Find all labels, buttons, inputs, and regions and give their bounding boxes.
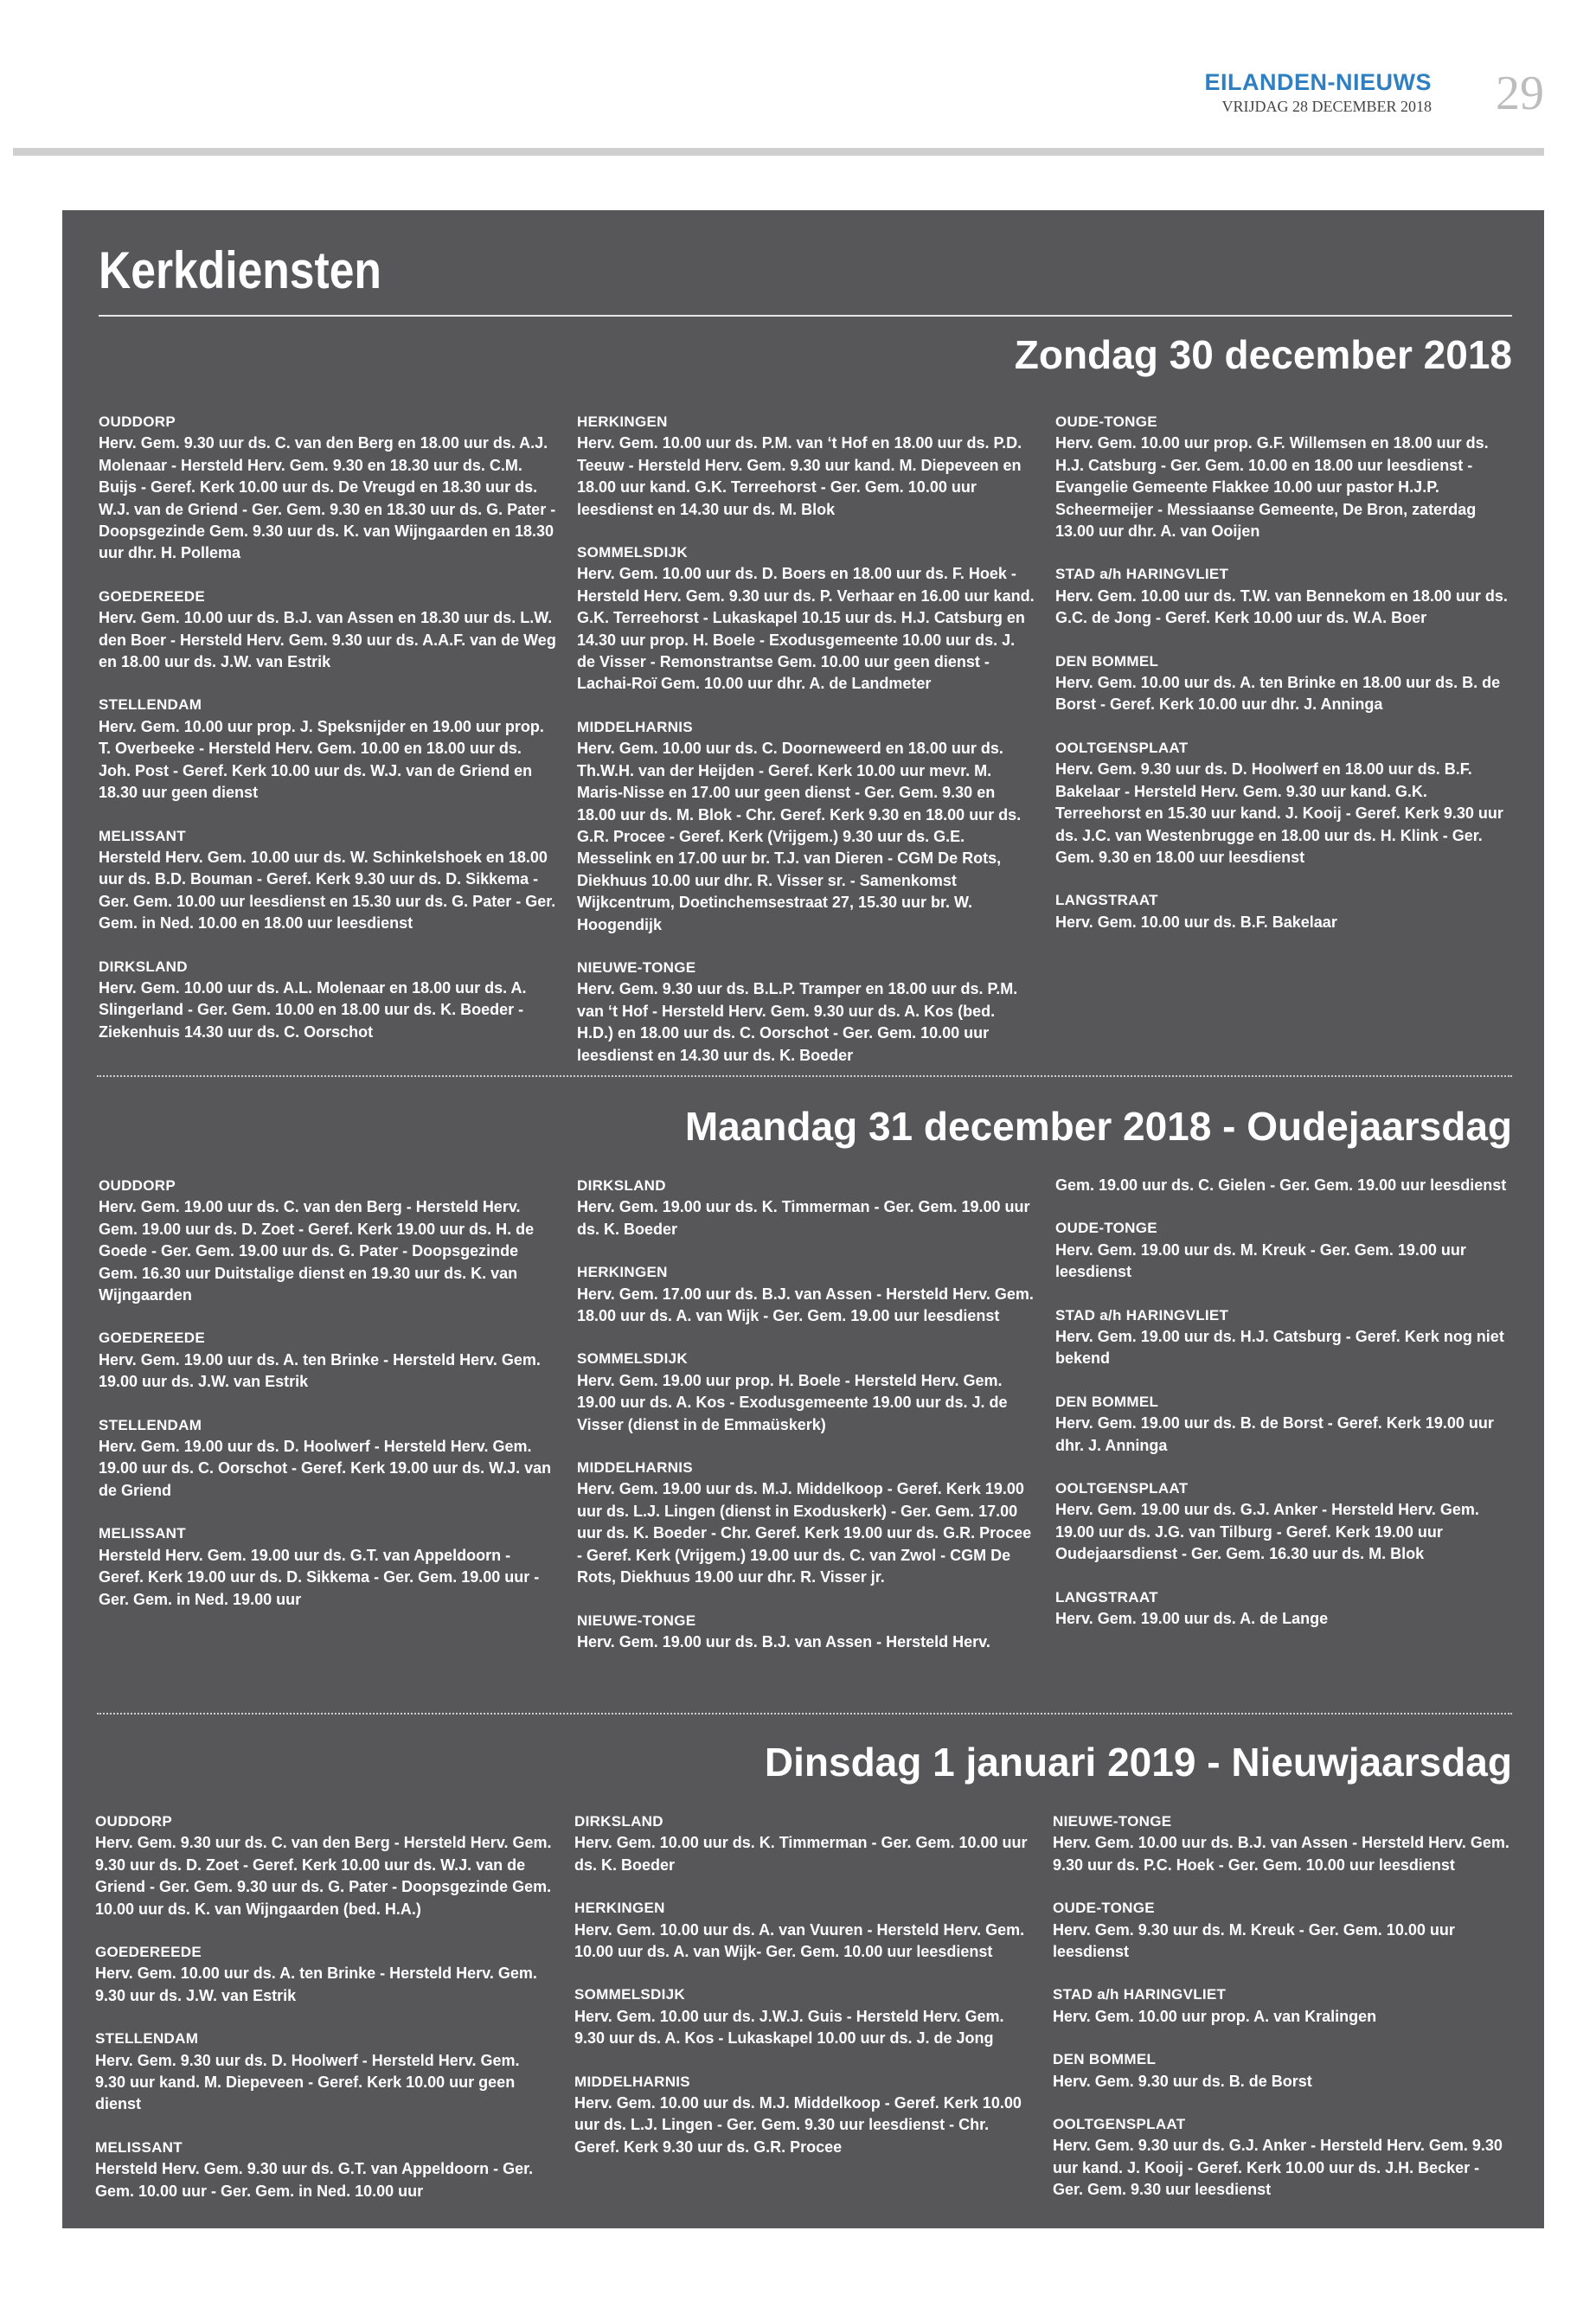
service-listing — [99, 956, 557, 1044]
town-name: GOEDEREEDE — [99, 1330, 205, 1347]
service-listing — [577, 1175, 1035, 1240]
service-details: Herv. Gem. 19.00 uur ds. D. Hoolwerf - Hersteld Herv. Gem. 19.00 uur ds. C. Oorschot - Geref. Kerk 19.00 uur ds. W.J. van de Griend — [99, 1438, 552, 1499]
service-details: Herv. Gem. 19.00 uur ds. K. Timmerman - Ger. Gem. 19.00 uur ds. K. Boeder — [577, 1198, 1030, 1238]
service-listing — [95, 1811, 554, 1920]
service-listing — [1055, 1217, 1514, 1283]
town-name: DEN BOMMEL — [1055, 1393, 1159, 1410]
service-details: Herv. Gem. 10.00 uur ds. A. ten Brinke - Hersteld Herv. Gem. 9.30 uur ds. J.W. van Estrik — [95, 1965, 537, 2004]
town-name: OUDE-TONGE — [1055, 413, 1157, 430]
town-name: LANGSTRAAT — [1055, 1588, 1158, 1606]
town-name: STAD a/h HARINGVLIET — [1053, 1986, 1227, 2003]
service-listing — [577, 1610, 1035, 1654]
day-1-column-3 — [1055, 411, 1514, 954]
service-details: Herv. Gem. 19.00 uur ds. M.J. Middelkoop - Geref. Kerk 19.00 uur ds. L.J. Lingen (dienst in Exoduskerk) - Ger. Gem. 17.00 uur ds. K. Boeder - Chr. Geref. Kerk 19.00 uur ds. G.R. Procee - Geref. Kerk (Vrijgem.) 19.00 uur ds. C. van Zwol - CGM De Rots, Diekhuus 19.00 uur dhr. R. Visser jr. — [577, 1480, 1032, 1586]
town-name: NIEUWE-TONGE — [577, 1612, 696, 1629]
town-name: MELISSANT — [95, 2138, 183, 2156]
day-3-column-1 — [95, 1811, 554, 2223]
town-name: DEN BOMMEL — [1055, 652, 1159, 670]
town-name: NIEUWE-TONGE — [1053, 1813, 1172, 1830]
service-details: Hersteld Herv. Gem. 19.00 uur ds. G.T. van Appeldoorn - Geref. Kerk 19.00 uur ds. D. Sikkema - Ger. Gem. 19.00 uur - Ger. Gem. in Ned. 19.00 uur — [99, 1546, 540, 1608]
service-details: Herv. Gem. 19.00 uur ds. C. van den Berg - Hersteld Herv. Gem. 19.00 uur ds. D. Zoet - Geref. Kerk 19.00 uur ds. H. de Goede - Ger. Gem. 19.00 uur ds. G. Pater - Doopsgezinde Gem. 16.30 uur Duitstalige dienst en 19.30 uur ds. K. van Wijngaarden — [99, 1198, 535, 1304]
service-listing — [1055, 411, 1514, 542]
service-listing — [574, 1811, 1033, 1876]
page-number: 29 — [1496, 67, 1544, 120]
service-details: Herv. Gem. 10.00 uur ds. A. ten Brinke en 18.00 uur ds. B. de Borst - Geref. Kerk 10.00 uur dhr. J. Anninga — [1055, 674, 1501, 714]
service-listing — [577, 411, 1035, 521]
day-3-column-2 — [574, 1811, 1033, 2179]
service-details: Herv. Gem. 10.00 uur ds. M.J. Middelkoop - Geref. Kerk 10.00 uur ds. L.J. Lingen - Ger. Gem. 9.30 uur leesdienst - Chr. Geref. Kerk 9.30 uur ds. G.R. Procee — [574, 2094, 1022, 2156]
town-name: STAD a/h HARINGVLIET — [1055, 1306, 1229, 1324]
service-listing — [1055, 1391, 1514, 1457]
service-listing — [99, 694, 557, 804]
service-details: Gem. 19.00 uur ds. C. Gielen - Ger. Gem. 19.00 uur leesdienst — [1055, 1176, 1507, 1194]
service-listing — [95, 2137, 554, 2202]
service-details: Herv. Gem. 9.30 uur ds. B. de Borst — [1053, 2072, 1312, 2090]
service-details: Herv. Gem. 19.00 uur ds. A. ten Brinke - Hersteld Herv. Gem. 19.00 uur ds. J.W. van Estrik — [99, 1350, 541, 1391]
town-name: OUDDORP — [99, 1177, 176, 1194]
service-listing — [99, 1522, 557, 1611]
section-divider — [97, 1713, 1512, 1715]
service-listing — [99, 1175, 557, 1306]
day-3-column-3 — [1053, 1811, 1511, 2222]
service-listing — [577, 1348, 1035, 1436]
service-details: Herv. Gem. 9.30 uur ds. D. Hoolwerf en 18.00 uur ds. B.F. Bakelaar - Hersteld Herv. Gem. 9.30 uur kand. G.K. Terreehorst en 15.30 uur kand. J. Kooij - Geref. Kerk 9.30 uur ds. J.C. van Westenbrugge en 18.00 uur ds. H. Klink - Ger. Gem. 9.30 en 18.00 uur leesdienst — [1055, 760, 1503, 866]
town-name: OUDDORP — [99, 413, 176, 430]
day-heading: Dinsdag 1 januari 2019 - Nieuwjaarsdag — [764, 1740, 1512, 1785]
service-details: Herv. Gem. 9.30 uur ds. G.J. Anker - Hersteld Herv. Gem. 9.30 uur kand. J. Kooij - Geref. Kerk 10.00 uur ds. J.H. Becker - Ger. Gem. 9.30 uur leesdienst — [1053, 2137, 1503, 2199]
service-listing — [574, 2071, 1033, 2159]
issue-date: VRIJDAG 28 DECEMBER 2018 — [1221, 98, 1432, 115]
day-1-column-2 — [577, 411, 1035, 1087]
service-details: Herv. Gem. 19.00 uur ds. B.J. van Assen - Hersteld Herv. — [577, 1632, 990, 1650]
town-name: OOLTGENSPLAAT — [1055, 739, 1189, 756]
town-name: SOMMELSDIJK — [577, 1350, 688, 1368]
service-listing — [1053, 1897, 1511, 1963]
masthead — [0, 69, 1596, 147]
service-details: Herv. Gem. 10.00 uur ds. B.F. Bakelaar — [1055, 913, 1337, 931]
town-name: MELISSANT — [99, 1525, 186, 1542]
service-listing — [99, 1327, 557, 1393]
service-listing — [99, 411, 557, 565]
service-listing — [99, 1414, 557, 1503]
town-name: MIDDELHARNIS — [574, 2073, 690, 2090]
service-listing — [577, 957, 1035, 1067]
service-details: Herv. Gem. 10.00 uur ds. K. Timmerman - Ger. Gem. 10.00 uur ds. K. Boeder — [574, 1834, 1028, 1874]
service-listing — [1055, 1175, 1514, 1196]
town-name: GOEDEREEDE — [99, 587, 205, 605]
service-details: Hersteld Herv. Gem. 9.30 uur ds. G.T. van Appeldoorn - Ger. Gem. 10.00 uur - Ger. Gem. in Ned. 10.00 uur — [95, 2160, 534, 2200]
town-name: DEN BOMMEL — [1053, 2051, 1157, 2068]
service-details: Herv. Gem. 10.00 uur ds. C. Doorneweerd en 18.00 uur ds. Th.W.H. van der Heijden - Geref. Kerk 10.00 uur mevr. M. Maris-Nisse en 17.00 uur geen dienst - Ger. Gem. 9.30 en 18.00 uur ds. M. Blok - Chr. Geref. Kerk 9.30 en 18.00 uur ds. G.R. Procee - Geref. Kerk (Vrijgem.) 9.30 uur ds. G.E. Messelink en 17.00 uur br. T.J. van Dieren - CGM De Rots, Diekhuus 10.00 uur dhr. R. Visser sr. - Samenkomst Wijkcentrum, Doetinchemsestraat 27, 15.30 uur br. W. Hoogendijk — [577, 740, 1022, 933]
section-divider — [97, 1075, 1512, 1077]
service-listing — [1055, 651, 1514, 716]
service-listing — [1055, 563, 1514, 629]
service-details: Herv. Gem. 10.00 uur ds. A. van Vuuren - Hersteld Herv. Gem. 10.00 uur ds. A. van Wijk- Ger. Gem. 10.00 uur leesdienst — [574, 1920, 1025, 1961]
town-name: MELISSANT — [99, 827, 186, 844]
service-details: Herv. Gem. 10.00 uur prop. A. van Kralingen — [1053, 2007, 1377, 2025]
service-details: Herv. Gem. 19.00 uur ds. B. de Borst - Geref. Kerk 19.00 uur dhr. J. Anninga — [1055, 1414, 1494, 1454]
service-details: Herv. Gem. 19.00 uur ds. M. Kreuk - Ger. Gem. 19.00 uur leesdienst — [1055, 1240, 1466, 1281]
service-listing — [95, 1941, 554, 2007]
service-listing — [577, 542, 1035, 695]
town-name: NIEUWE-TONGE — [577, 958, 696, 976]
service-details: Herv. Gem. 10.00 uur ds. D. Boers en 18.00 uur ds. F. Hoek - Hersteld Herv. Gem. 9.30 uur ds. P. Verhaar en 16.00 uur kand. G.K. Terreehorst - Lukaskapel 10.15 uur ds. H.J. Catsburg en 14.30 uur prop. H. Boele - Exodusgemeente 10.00 uur ds. J. de Visser - Remonstrantse Gem. 10.00 uur geen dienst - Lachai-Roï Gem. 10.00 uur dhr. A. de Landmeter — [577, 565, 1035, 693]
service-listing — [1053, 1984, 1511, 2028]
service-details: Herv. Gem. 9.30 uur ds. C. van den Berg en 18.00 uur ds. A.J. Molenaar - Hersteld Herv. Gem. 9.30 en 18.30 uur ds. C.M. Buijs - Geref. Kerk 10.00 uur ds. De Vreugd en 18.30 uur ds. W.J. van de Griend - Ger. Gem. 9.30 en 18.30 uur ds. G. Pater - Doopsgezinde Gem. 9.30 uur ds. K. van Wijngaarden en 18.30 uur dhr. H. Pollema — [99, 434, 556, 562]
town-name: SOMMELSDIJK — [574, 1986, 685, 2003]
service-details: Herv. Gem. 10.00 uur prop. J. Speksnijder en 19.00 uur prop. T. Overbeeke - Hersteld Herv. Gem. 10.00 en 18.00 uur ds. Joh. Post - Geref. Kerk 10.00 uur ds. W.J. van de Griend en 18.30 uur geen dienst — [99, 717, 544, 802]
service-listing — [1055, 1304, 1514, 1370]
day-heading: Zondag 30 december 2018 — [1014, 332, 1512, 377]
town-name: OUDE-TONGE — [1053, 1900, 1155, 1917]
service-details: Herv. Gem. 19.00 uur ds. A. de Lange — [1055, 1610, 1329, 1628]
newspaper-brand: EILANDEN-NIEUWS — [1204, 69, 1432, 95]
title-rule — [99, 315, 1512, 317]
service-listing — [1055, 1477, 1514, 1566]
section-title: Kerkdiensten — [99, 241, 381, 299]
town-name: STAD a/h HARINGVLIET — [1055, 566, 1229, 583]
town-name: OUDE-TONGE — [1055, 1220, 1157, 1237]
service-listing — [95, 2028, 554, 2116]
service-listing — [99, 825, 557, 935]
town-name: OOLTGENSPLAAT — [1055, 1480, 1189, 1497]
town-name: STELLENDAM — [99, 696, 202, 714]
service-listing — [1053, 1811, 1511, 1876]
service-listing — [1055, 737, 1514, 868]
town-name: LANGSTRAAT — [1055, 892, 1158, 909]
header-divider — [13, 148, 1544, 156]
service-listing — [577, 1261, 1035, 1327]
town-name: GOEDEREEDE — [95, 1944, 202, 1961]
service-details: Herv. Gem. 9.30 uur ds. B.L.P. Tramper en 18.00 uur ds. P.M. van ‘t Hof - Hersteld Herv. Gem. 9.30 uur ds. A. Kos (bed. H.D.) en 18.00 uur ds. C. Oorschot - Ger. Gem. 10.00 uur leesdienst en 14.30 uur ds. K. Boeder — [577, 980, 1018, 1064]
town-name: MIDDELHARNIS — [577, 718, 693, 735]
day-2-column-3 — [1055, 1175, 1514, 1651]
service-details: Herv. Gem. 10.00 uur ds. P.M. van ‘t Hof en 18.00 uur ds. P.D. Teeuw - Hersteld Herv. Gem. 9.30 uur kand. M. Diepeveen en 18.00 uur kand. G.K. Terreehorst - Ger. Gem. 10.00 uur leesdienst en 14.30 uur ds. M. Blok — [577, 434, 1022, 518]
service-details: Herv. Gem. 19.00 uur prop. H. Boele - Hersteld Herv. Gem. 19.00 uur ds. A. Kos - Exodusgemeente 19.00 uur ds. J. de Visser (dienst in de Emmaüskerk) — [577, 1371, 1008, 1433]
service-details: Herv. Gem. 10.00 uur ds. B.J. van Assen - Hersteld Herv. Gem. 9.30 uur ds. P.C. Hoek - Ger. Gem. 10.00 uur leesdienst — [1053, 1834, 1509, 1874]
town-name: OOLTGENSPLAAT — [1053, 2116, 1186, 2133]
service-listing — [99, 586, 557, 674]
service-details: Herv. Gem. 10.00 uur ds. T.W. van Bennekom en 18.00 uur ds. G.C. de Jong - Geref. Kerk 10.00 uur ds. W.A. Boer — [1055, 586, 1508, 627]
town-name: STELLENDAM — [99, 1416, 202, 1433]
day-heading: Maandag 31 december 2018 - Oudejaarsdag — [684, 1104, 1512, 1149]
service-listing — [1055, 889, 1514, 933]
service-details: Herv. Gem. 19.00 uur ds. H.J. Catsburg - Geref. Kerk nog niet bekend — [1055, 1328, 1504, 1368]
service-listing — [1055, 1586, 1514, 1631]
service-listing — [1053, 2113, 1511, 2202]
day-2-column-1 — [99, 1175, 557, 1631]
service-details: Herv. Gem. 9.30 uur ds. C. van den Berg - Hersteld Herv. Gem. 9.30 uur ds. D. Zoet - Geref. Kerk 10.00 uur ds. W.J. van de Griend - Ger. Gem. 9.30 uur ds. G. Pater - Doopsgezinde Gem. 10.00 uur ds. K. van Wijngaarden (bed. H.A.) — [95, 1834, 552, 1918]
town-name: MIDDELHARNIS — [577, 1459, 693, 1477]
service-details: Herv. Gem. 19.00 uur ds. G.J. Anker - Hersteld Herv. Gem. 19.00 uur ds. J.G. van Tilburg - Geref. Kerk 19.00 uur Oudejaarsdienst - Ger. Gem. 16.30 uur ds. M. Blok — [1055, 1501, 1479, 1563]
day-1-column-1 — [99, 411, 557, 1064]
church-services-panel — [62, 210, 1544, 2228]
service-listing — [577, 1457, 1035, 1588]
service-details: Herv. Gem. 9.30 uur ds. M. Kreuk - Ger. Gem. 10.00 uur leesdienst — [1053, 1920, 1455, 1961]
service-details: Herv. Gem. 9.30 uur ds. D. Hoolwerf - Hersteld Herv. Gem. 9.30 uur kand. M. Diepeveen - Geref. Kerk 10.00 uur geen dienst — [95, 2051, 520, 2113]
service-details: Herv. Gem. 10.00 uur prop. G.F. Willemsen en 18.00 uur ds. H.J. Catsburg - Ger. Gem. 10.00 en 18.00 uur leesdienst - Evangelie Gemeente Flakkee 10.00 uur pastor H.J.P. Scheermeijer - Messiaanse Gemeente, De Bron, zaterdag 13.00 uur dhr. A. van Ooijen — [1055, 434, 1489, 541]
service-details: Herv. Gem. 10.00 uur ds. A.L. Molenaar en 18.00 uur ds. A. Slingerland - Ger. Gem. 10.00 en 18.00 uur ds. K. Boeder - Ziekenhuis 14.30 uur ds. C. Oorschot — [99, 978, 527, 1041]
town-name: DIRKSLAND — [574, 1813, 663, 1830]
day-2-column-2 — [577, 1175, 1035, 1674]
service-listing — [577, 716, 1035, 936]
service-details: Herv. Gem. 17.00 uur ds. B.J. van Assen - Hersteld Herv. Gem. 18.00 uur ds. A. van Wijk - Ger. Gem. 19.00 uur leesdienst — [577, 1285, 1034, 1325]
service-listing — [574, 1984, 1033, 2049]
service-details: Hersteld Herv. Gem. 10.00 uur ds. W. Schinkelshoek en 18.00 uur ds. B.D. Bouman - Geref. Kerk 9.30 uur ds. D. Sikkema - Ger. Gem. 10.00 uur leesdienst en 15.30 uur ds. G. Pater - Ger. Gem. in Ned. 10.00 en 18.00 uur leesdienst — [99, 848, 556, 933]
service-details: Herv. Gem. 10.00 uur ds. J.W.J. Guis - Hersteld Herv. Gem. 9.30 uur ds. A. Kos - Lukaskapel 10.00 uur ds. J. de Jong — [574, 2007, 1004, 2048]
service-listing — [574, 1897, 1033, 1963]
service-listing — [1053, 2048, 1511, 2093]
town-name: OUDDORP — [95, 1813, 172, 1830]
service-details: Herv. Gem. 10.00 uur ds. B.J. van Assen en 18.30 uur ds. L.W. den Boer - Hersteld Herv. Gem. 9.30 uur ds. A.A.F. van de Weg en 18.00 uur ds. J.W. van Estrik — [99, 609, 556, 671]
town-name: DIRKSLAND — [99, 958, 188, 975]
town-name: HERKINGEN — [577, 1264, 668, 1281]
town-name: HERKINGEN — [577, 413, 668, 430]
town-name: DIRKSLAND — [577, 1177, 666, 1194]
town-name: STELLENDAM — [95, 2030, 199, 2048]
town-name: HERKINGEN — [574, 1900, 665, 1917]
town-name: SOMMELSDIJK — [577, 544, 688, 561]
